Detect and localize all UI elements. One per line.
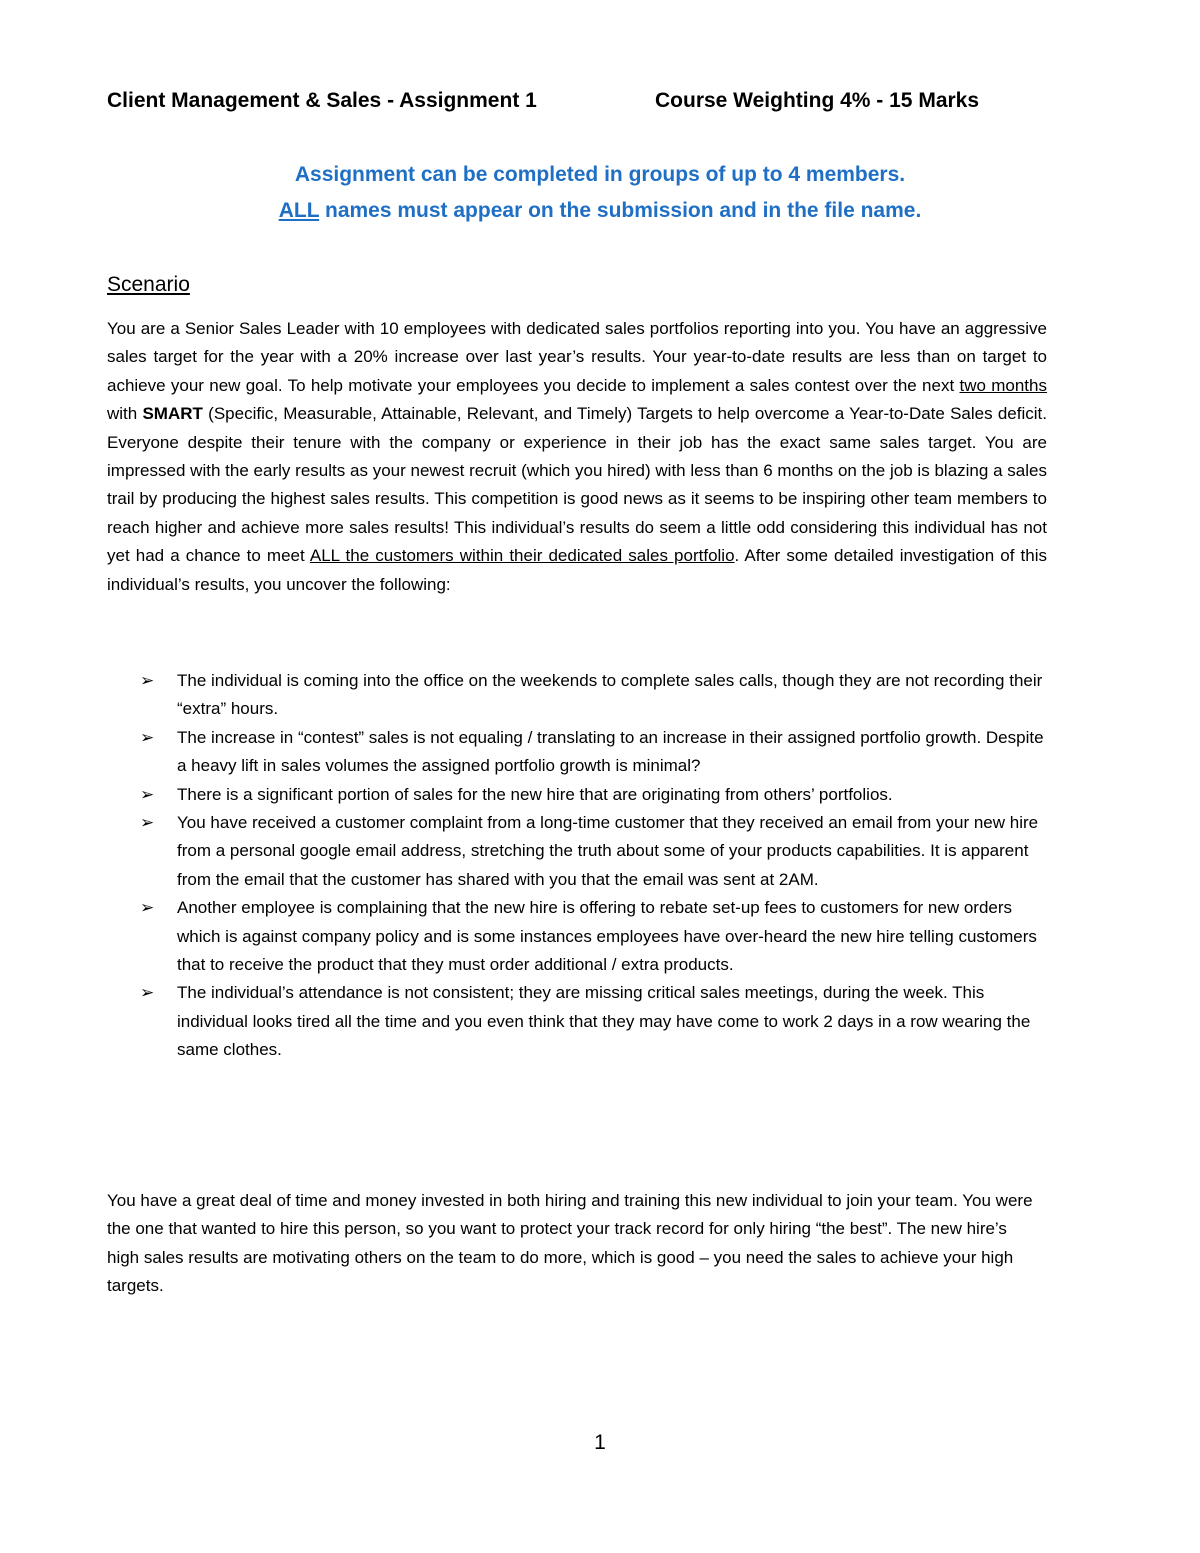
smart-term: SMART: [142, 404, 203, 424]
group-notice: Assignment can be completed in groups of up to 4 members.: [294, 163, 906, 186]
arrow-bullet-icon: ➢: [140, 784, 155, 804]
list-item: [140, 809, 1045, 894]
arrow-bullet-icon: ➢: [140, 727, 155, 747]
finding-text: You have received a customer complaint from a long-time customer that they received an email from your new hire from a personal google email address, stretching the truth about some of your products capabilities. It is apparent from the email that the customer has shared with you that the email was sent at 2AM.: [177, 813, 1039, 889]
assignment-title: Client Management & Sales - Assignment 1: [107, 89, 537, 112]
scenario-heading: Scenario: [107, 273, 190, 296]
finding-text: The individual’s attendance is not consistent; they are missing critical sales meetings, during the week. This individual looks tired all the time and you even think that they may have come to work 2 days in a row wearing the same clothes.: [177, 983, 1031, 1060]
scenario-duration: two months: [959, 375, 1047, 395]
scenario-text-part: with: [107, 404, 143, 424]
list-item: [140, 979, 1045, 1064]
scenario-text-part: (Specific, Measurable, Attainable, Relevant, and Timely) Targets to help overcome a Year-to-Date Sales deficit. Everyone despite their tenure with the company or experience in their job has the exact same sales target. You are impressed with the early results as your newest recruit (which you hired) with less than 6 months on the job is blazing a sales trail by producing the highest sales results. This competition is good news as it seems to be inspiring other team members to reach higher and achieve more sales results! This individual’s results do seem a little odd considering this individual has not yet had a chance to meet: [107, 404, 1047, 566]
scenario-text-part: You are a Senior Sales Leader with 10 employees with dedicated sales portfolios reporting into you. You have an aggressive sales target for the year with a 20% increase over last year’s results. Your year-to-date results are less than on target to achieve your new goal. To help motivate your employees you decide to implement a sales contest over the next: [107, 319, 1047, 395]
scenario-portfolio-emphasis: ALL the customers within their dedicated sales portfolio: [309, 546, 735, 566]
document-header: [107, 86, 1067, 116]
finding-text: There is a significant portion of sales for the new hire that are originating from others’ portfolios.: [177, 784, 893, 804]
finding-text: The individual is coming into the office on the weekends to complete sales calls, though they are not recording their “extra” hours.: [177, 671, 1043, 719]
list-item: [140, 724, 1045, 781]
names-notice-text: names must appear on the submission and in the file name.: [319, 199, 922, 222]
scenario-paragraph: [107, 315, 1047, 599]
names-notice-emphasis: ALL: [278, 199, 320, 222]
closing-paragraph: You have a great deal of time and money invested in both hiring and training this new individual to join your team. You were the one that wanted to hire this person, so you want to protect your track record for only hiring “the best”. The new hire’s high sales results are motivating others on the team to do more, which is good – you need the sales to achieve your high targets.: [107, 1191, 1033, 1296]
page-number: 1: [594, 1431, 606, 1454]
course-weighting: Course Weighting 4% - 15 Marks: [655, 89, 980, 112]
arrow-bullet-icon: ➢: [140, 983, 155, 1003]
list-item: [140, 781, 1045, 809]
arrow-bullet-icon: ➢: [140, 898, 155, 918]
finding-text: The increase in “contest” sales is not equaling / translating to an increase in their assigned portfolio growth. Despite a heavy lift in sales volumes the assigned portfolio growth is minimal?: [177, 727, 1044, 776]
findings-list: [140, 667, 1045, 1065]
arrow-bullet-icon: ➢: [140, 671, 155, 690]
list-item: [140, 667, 1045, 724]
names-notice: [0, 196, 1200, 226]
finding-text: Another employee is complaining that the new hire is offering to rebate set-up fees to customers for new orders which is against company policy and is some instances employees have over-heard the new hire telling customers that to receive the product that they must order additional / extra products.: [177, 898, 1037, 975]
arrow-bullet-icon: ➢: [140, 813, 155, 833]
list-item: [140, 894, 1045, 979]
scenario-text-part: . After some detailed investigation of this individual’s results, you uncover the following:: [107, 546, 1047, 594]
